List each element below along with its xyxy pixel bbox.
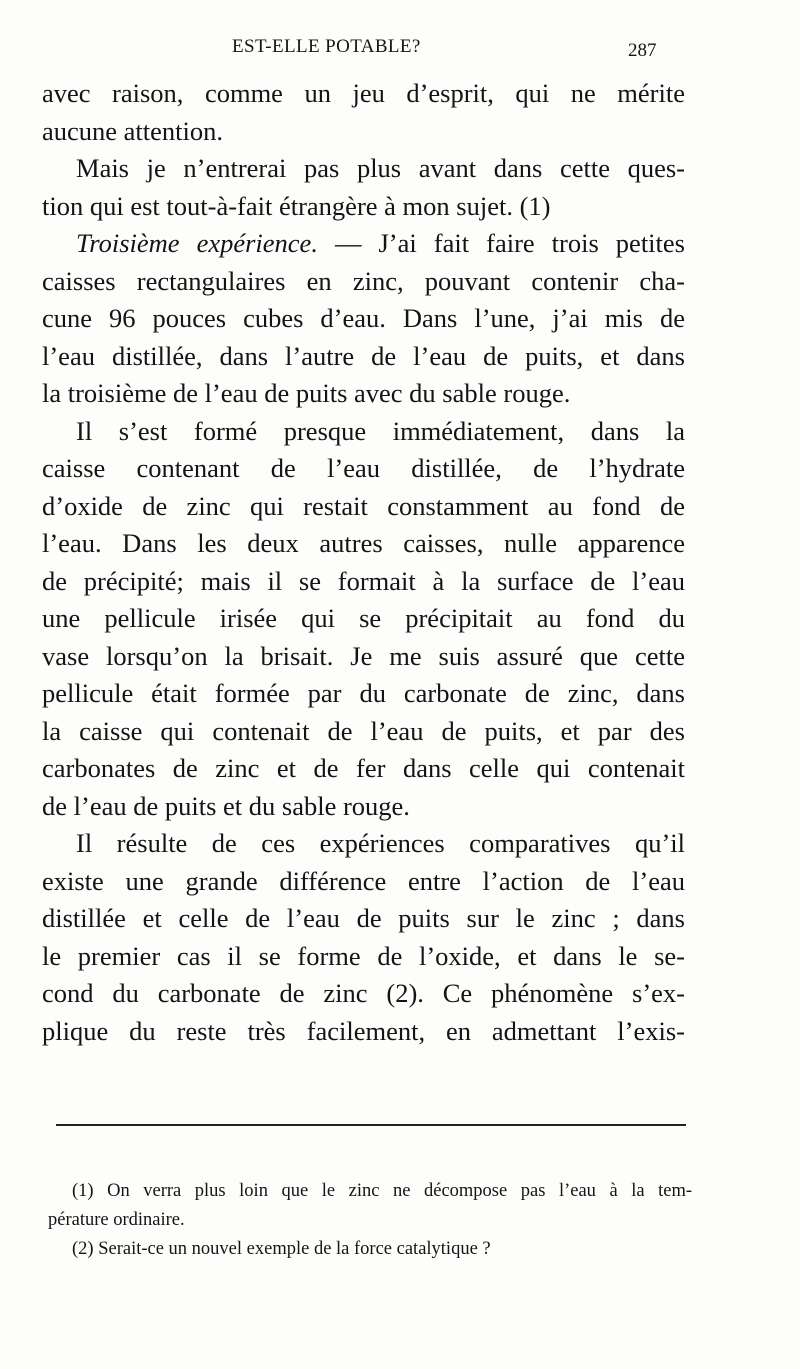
- text-line: le premier cas il se forme de l’oxide, et dans le se-: [42, 940, 685, 971]
- footnote-divider: [56, 1124, 686, 1126]
- text-line: avec raison, comme un jeu d’esprit, qui ne mérite: [42, 78, 685, 108]
- text-line: caisses rectangulaires en zinc, pouvant contenir cha-: [42, 265, 685, 296]
- text-line: vase lorsqu’on la brisait. Je me suis assuré que cette: [42, 640, 685, 671]
- text-line: d’oxide de zinc qui restait constamment au fond de: [42, 490, 685, 521]
- text-line: tion qui est tout-à-fait étrangère à mon sujet. (1): [42, 190, 551, 221]
- text-line: caisse contenant de l’eau distillée, de l’hydrate: [42, 453, 685, 483]
- body-text: [42, 75, 685, 1050]
- text-line: [42, 225, 685, 263]
- footnotes: [48, 1177, 692, 1264]
- text-line: l’eau distillée, dans l’autre de l’eau de puits, et dans: [42, 340, 685, 371]
- running-title: EST-ELLE POTABLE?: [232, 36, 421, 57]
- text-line: cond du carbonate de zinc (2). Ce phénomène s’ex-: [42, 978, 685, 1008]
- text-line: carbonates de zinc et de fer dans celle qui contenait: [42, 753, 685, 783]
- text-line: Mais je n’entrerai pas plus avant dans cette ques-: [76, 153, 685, 183]
- footnote-line: (2) Serait-ce un nouvel exemple de la force catalytique ?: [72, 1239, 491, 1259]
- text-line: cune 96 pouces cubes d’eau. Dans l’une, j’ai mis de: [42, 303, 685, 333]
- footnote-line: pérature ordinaire.: [48, 1210, 185, 1230]
- footnote-line: (1) On verra plus loin que le zinc ne décompose pas l’eau à la tem-: [72, 1181, 692, 1201]
- text-line: existe une grande différence entre l’action de l’eau: [42, 865, 685, 896]
- text-line: distillée et celle de l’eau de puits sur le zinc ; dans: [42, 903, 685, 933]
- text-line: aucune attention.: [42, 115, 224, 146]
- text-line: Il s’est formé presque immédiatement, dans la: [76, 415, 685, 446]
- text-line: l’eau. Dans les deux autres caisses, nulle apparence: [42, 528, 685, 558]
- text-line: de l’eau de puits et du sable rouge.: [42, 790, 410, 821]
- page-number: 287: [628, 40, 657, 61]
- text-line: plique du reste très facilement, en admettant l’exis-: [42, 1015, 685, 1046]
- text-line: de précipité; mais il se formait à la surface de l’eau: [42, 565, 685, 596]
- text-line: la troisième de l’eau de puits avec du sable rouge.: [42, 378, 571, 408]
- text-fragment: — J’ai fait faire trois petites: [317, 228, 685, 258]
- text-line: la caisse qui contenait de l’eau de puits, et par des: [42, 715, 685, 746]
- text-line: Il résulte de ces expériences comparatives qu’il: [76, 828, 685, 858]
- text-line: une pellicule irisée qui se précipitait au fond du: [42, 603, 685, 633]
- section-heading: Troisième expérience.: [76, 228, 318, 258]
- text-line: pellicule était formée par du carbonate de zinc, dans: [42, 678, 685, 708]
